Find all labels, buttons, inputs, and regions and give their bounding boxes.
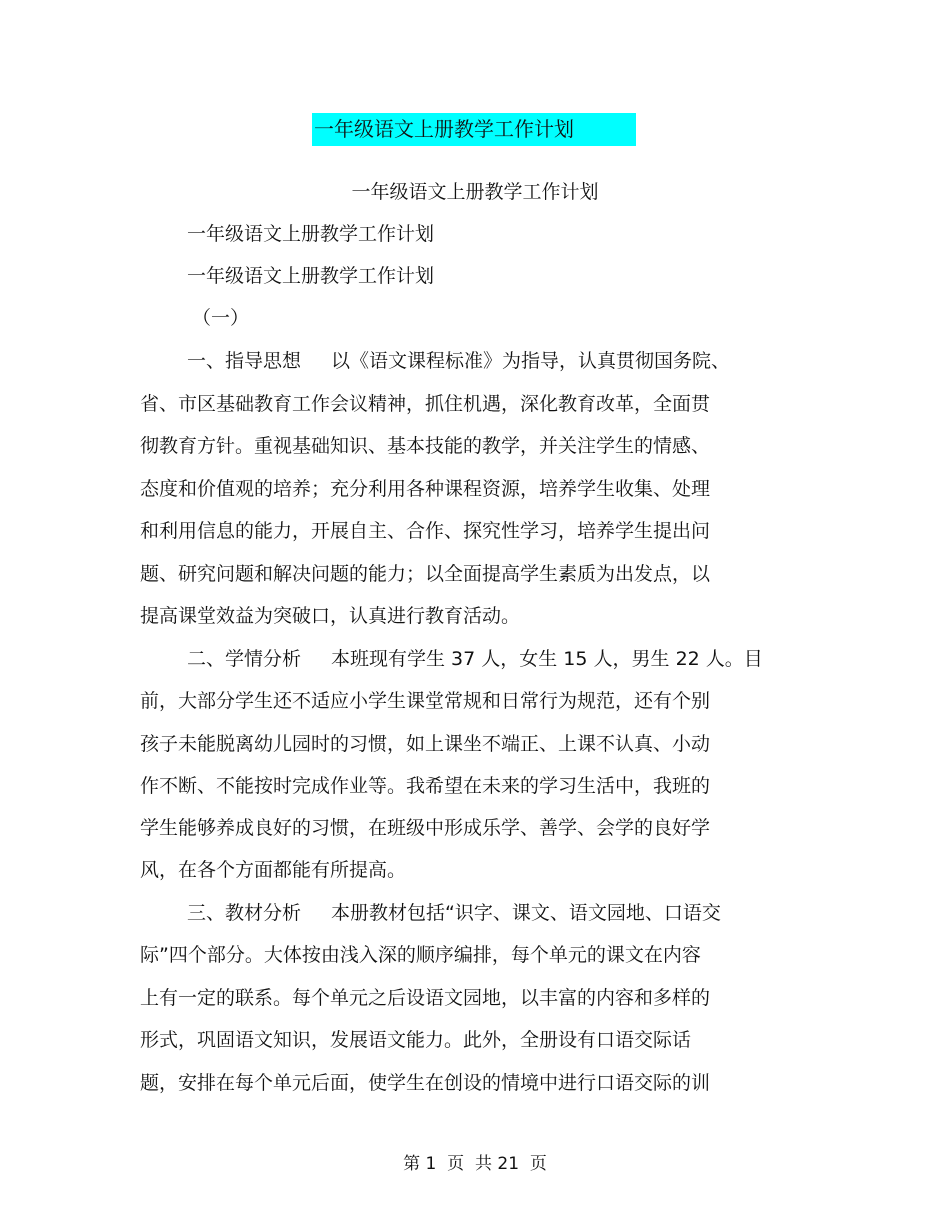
section-1-line: 态度和价值观的培养；充分利用各种课程资源，培养学生收集、处理 [140, 478, 711, 500]
document-title-banner: 一年级语文上册教学工作计划 [312, 113, 636, 146]
section-marker: （一） [192, 307, 250, 329]
section-3-line: 际”四个部分。大体按由浅入深的顺序编排，每个单元的课文在内容 [140, 944, 701, 966]
section-3-text: 本册教材包括“识字、课文、语文园地、口语交 [331, 902, 721, 924]
document-subtitle: 一年级语文上册教学工作计划 [351, 181, 599, 203]
section-1-line: 提高课堂效益为突破口，认真进行教育活动。 [140, 605, 521, 627]
section-2-line: 前，大部分学生还不适应小学生课堂常规和日常行为规范，还有个别 [140, 690, 711, 712]
section-3-line: 形式，巩固语文知识，发展语文能力。此外，全册设有口语交际话 [140, 1029, 692, 1051]
section-2-first-line [187, 646, 763, 672]
section-1-line: 和利用信息的能力，开展自主、合作、探究性学习，培养学生提出问 [140, 520, 711, 542]
page-number-footer: 第 1 页 共 21 页 [403, 1154, 547, 1174]
repeat-title-1: 一年级语文上册教学工作计划 [187, 223, 435, 245]
section-1-heading: 一、指导思想 [187, 350, 302, 372]
section-2-line: 作不断、不能按时完成作业等。我希望在未来的学习生活中，我班的 [140, 775, 711, 797]
section-1-first-line [187, 348, 730, 374]
section-3-line: 题，安排在每个单元后面，使学生在创设的情境中进行口语交际的训 [140, 1072, 711, 1094]
section-2-line: 学生能够养成良好的习惯，在班级中形成乐学、善学、会学的良好学 [140, 817, 711, 839]
section-1-text: 以《语文课程标准》为指导，认真贯彻国务院、 [331, 350, 731, 372]
section-1-line: 题、研究问题和解决问题的能力；以全面提高学生素质为出发点，以 [140, 563, 711, 585]
section-2-line: 孩子未能脱离幼儿园时的习惯，如上课坐不端正、上课不认真、小动 [140, 733, 711, 755]
section-1-line: 彻教育方针。重视基础知识、基本技能的教学，并关注学生的情感、 [140, 435, 711, 457]
section-2-line: 风，在各个方面都能有所提高。 [140, 859, 407, 881]
section-3-heading: 三、教材分析 [187, 902, 302, 924]
repeat-title-2: 一年级语文上册教学工作计划 [187, 265, 435, 287]
section-3-line: 上有一定的联系。每个单元之后设语文园地，以丰富的内容和多样的 [140, 987, 711, 1009]
section-1-line: 省、市区基础教育工作会议精神，抓住机遇，深化教育改革，全面贯 [140, 393, 711, 415]
section-2-heading: 二、学情分析 [187, 648, 302, 670]
section-2-text: 本班现有学生 37 人，女生 15 人，男生 22 人。目 [331, 648, 763, 670]
section-3-first-line [187, 900, 721, 926]
